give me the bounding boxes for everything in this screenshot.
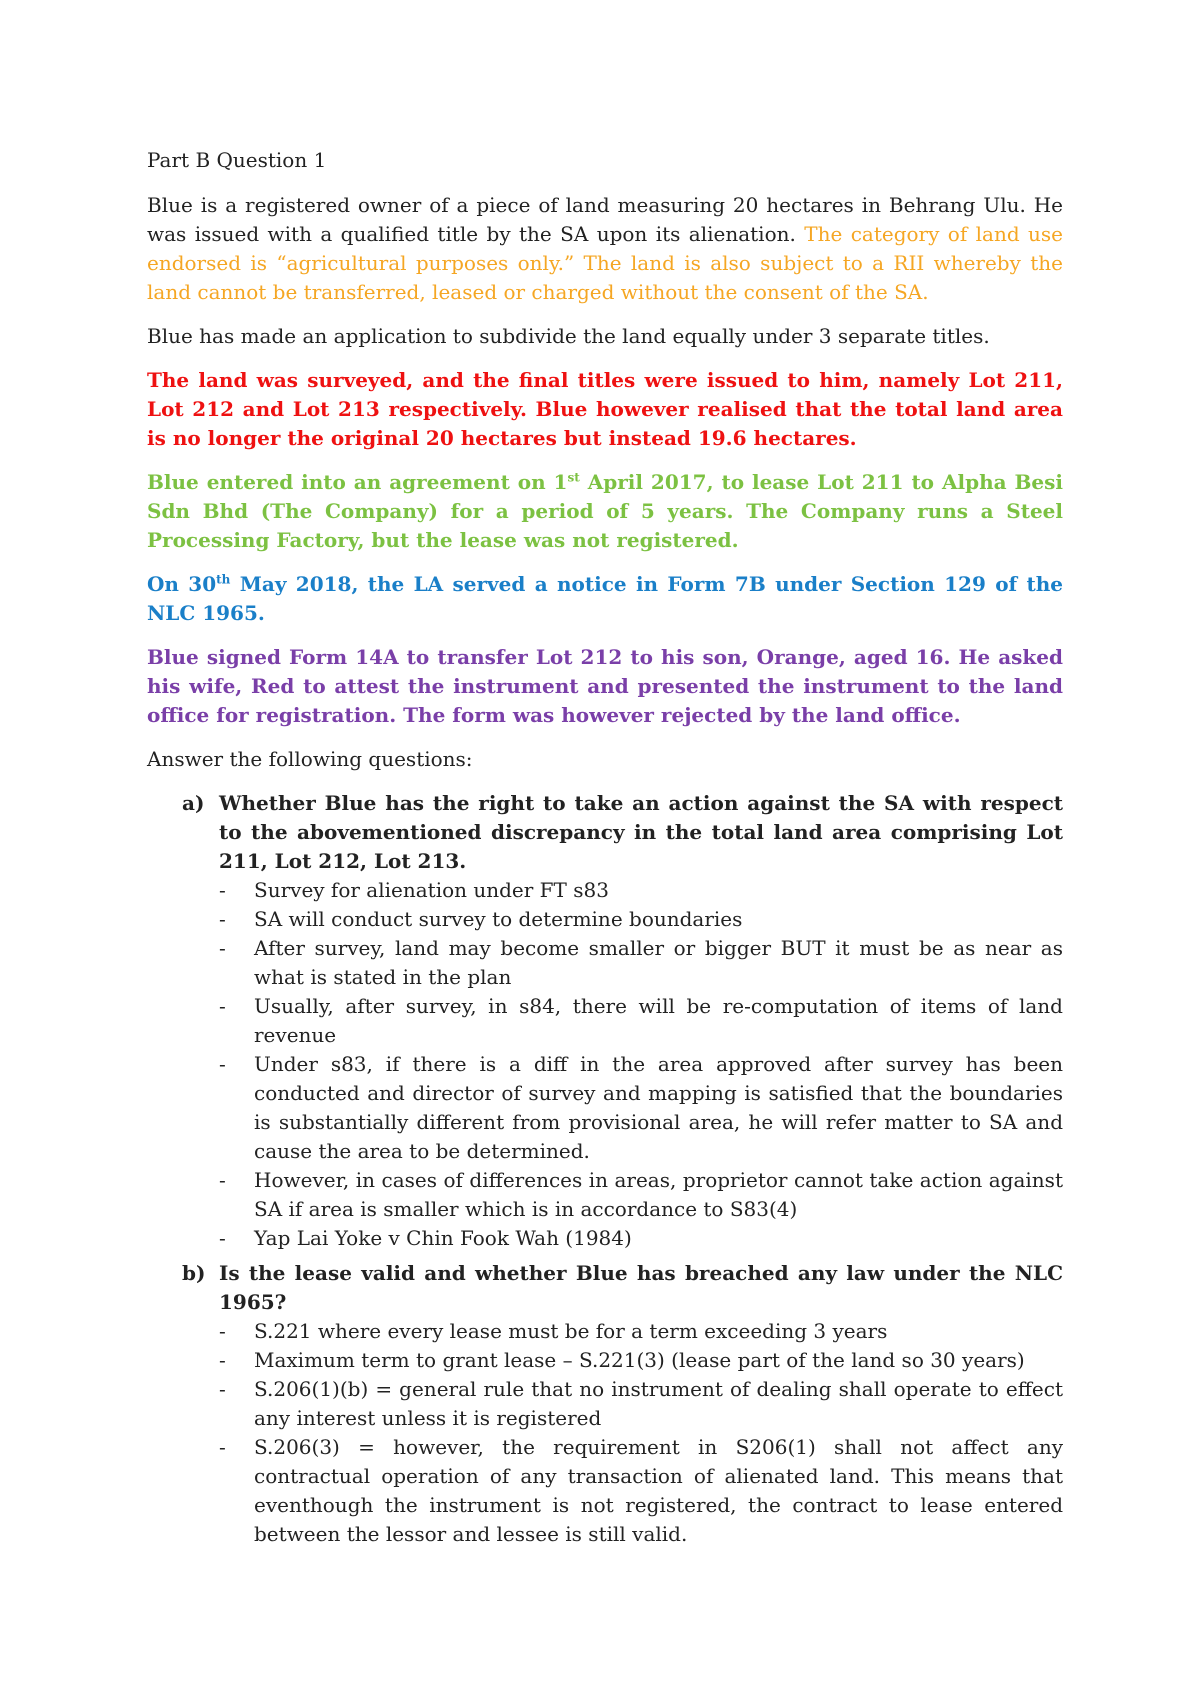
bullet-dash: - [219,1226,226,1250]
bullet-dash: - [219,1319,226,1343]
bullet-dash: - [219,878,226,902]
question-item [147,789,1063,1253]
bullet-dash: - [219,1168,226,1192]
answer-bullet-list [219,876,1063,1253]
answer-bullet-text: After survey, land may become smaller or bigger BUT it must be as near as what is stated in the plan [254,936,1063,989]
paragraph-notice-text-a: On 30 [147,572,217,596]
answer-bullet [219,934,1063,992]
answer-bullet [219,1317,1063,1346]
bullet-dash: - [219,1377,226,1401]
answer-bullet-text: Survey for alienation under FT s83 [254,878,609,902]
paragraph-lease-ordinal: st [567,470,580,485]
answer-bullet-text: Under s83, if there is a diff in the area approved after survey has been conducted and director of survey and mapping is satisfied that the boundaries is substantially different from provisional area, he will refer matter to SA and cause the area to be determined. [254,1052,1063,1163]
bullet-dash: - [219,1348,226,1372]
question-marker: b) [182,1261,206,1285]
answer-bullet-list [219,1317,1063,1549]
question-list [147,789,1063,1549]
document-title: Part B Question 1 [147,148,327,172]
question-text: Is the lease valid and whether Blue has breached any law under the NLC 1965? [219,1261,1063,1314]
answer-bullet [219,876,1063,905]
answer-bullet [219,1433,1063,1549]
paragraph-instructions: Answer the following questions: [147,747,473,771]
bullet-dash: - [219,1052,226,1076]
answer-bullet [219,1050,1063,1166]
paragraph-survey: The land was surveyed, and the final titles were issued to him, namely Lot 211, Lot 212 and Lot 213 respectively. Blue however realised that the total land area is no longer the original 20 hectares but instead 19.6 hectares. [147,368,1063,450]
answer-bullet-text: SA will conduct survey to determine boundaries [254,907,743,931]
answer-bullet [219,992,1063,1050]
paragraph-notice-ordinal: th [216,572,231,587]
answer-bullet [219,1224,1063,1253]
answer-bullet-text: However, in cases of differences in areas, proprietor cannot take action against SA if area is smaller which is in accordance to S83(4) [254,1168,1063,1221]
paragraph-transfer: Blue signed Form 14A to transfer Lot 212 to his son, Orange, aged 16. He asked his wife, Red to attest the instrument and presented the instrument to the land office for registration. The form was however rejected by the land office. [147,645,1063,727]
question-item [147,1259,1063,1549]
answer-bullet-text: S.206(3) = however, the requirement in S206(1) shall not affect any contractual operation of any transaction of alienated land. This means that eventhough the instrument is not registered, the contract to lease entered between the lessor and lessee is still valid. [254,1435,1063,1546]
answer-bullet [219,905,1063,934]
bullet-dash: - [219,936,226,960]
bullet-dash: - [219,907,226,931]
answer-bullet [219,1346,1063,1375]
question-marker: a) [182,791,205,815]
paragraph-subdivision: Blue has made an application to subdivide the land equally under 3 separate titles. [147,324,990,348]
paragraph-ownership [147,191,1063,307]
paragraph-notice [147,570,1063,628]
answer-bullet-text: Yap Lai Yoke v Chin Fook Wah (1984) [254,1226,632,1250]
answer-bullet-text: S.206(1)(b) = general rule that no instrument of dealing shall operate to effect any interest unless it is registered [254,1377,1063,1430]
paragraph-lease-text-a: Blue entered into an agreement on 1 [147,470,568,494]
answer-bullet-text: Maximum term to grant lease – S.221(3) (lease part of the land so 30 years) [254,1348,1025,1372]
bullet-dash: - [219,1435,226,1459]
answer-bullet [219,1166,1063,1224]
paragraph-notice-text-b: May 2018, the LA served a notice in Form 7B under Section 129 of the NLC 1965. [147,572,1063,625]
question-text: Whether Blue has the right to take an action against the SA with respect to the abovementioned discrepancy in the total land area comprising Lot 211, Lot 212, Lot 213. [219,791,1063,873]
paragraph-ownership-highlight: The category of land use endorsed is “agricultural purposes only.” The land is also subject to a RII whereby the land cannot be transferred, leased or charged without the consent of the SA. [147,222,1063,304]
paragraph-ownership-text: Blue is a registered owner of a piece of land measuring 20 hectares in Behrang Ulu. He was issued with a qualified title by the SA upon its alienation. [147,193,1063,246]
paragraph-lease-text-b: April 2017, to lease Lot 211 to Alpha Besi Sdn Bhd (The Company) for a period of 5 years. The Company runs a Steel Processing Factory, but the lease was not registered. [147,470,1063,552]
answer-bullet-text: S.221 where every lease must be for a term exceeding 3 years [254,1319,888,1343]
answer-bullet-text: Usually, after survey, in s84, there will be re-computation of items of land revenue [254,994,1063,1047]
paragraph-lease [147,468,1063,555]
bullet-dash: - [219,994,226,1018]
answer-bullet [219,1375,1063,1433]
